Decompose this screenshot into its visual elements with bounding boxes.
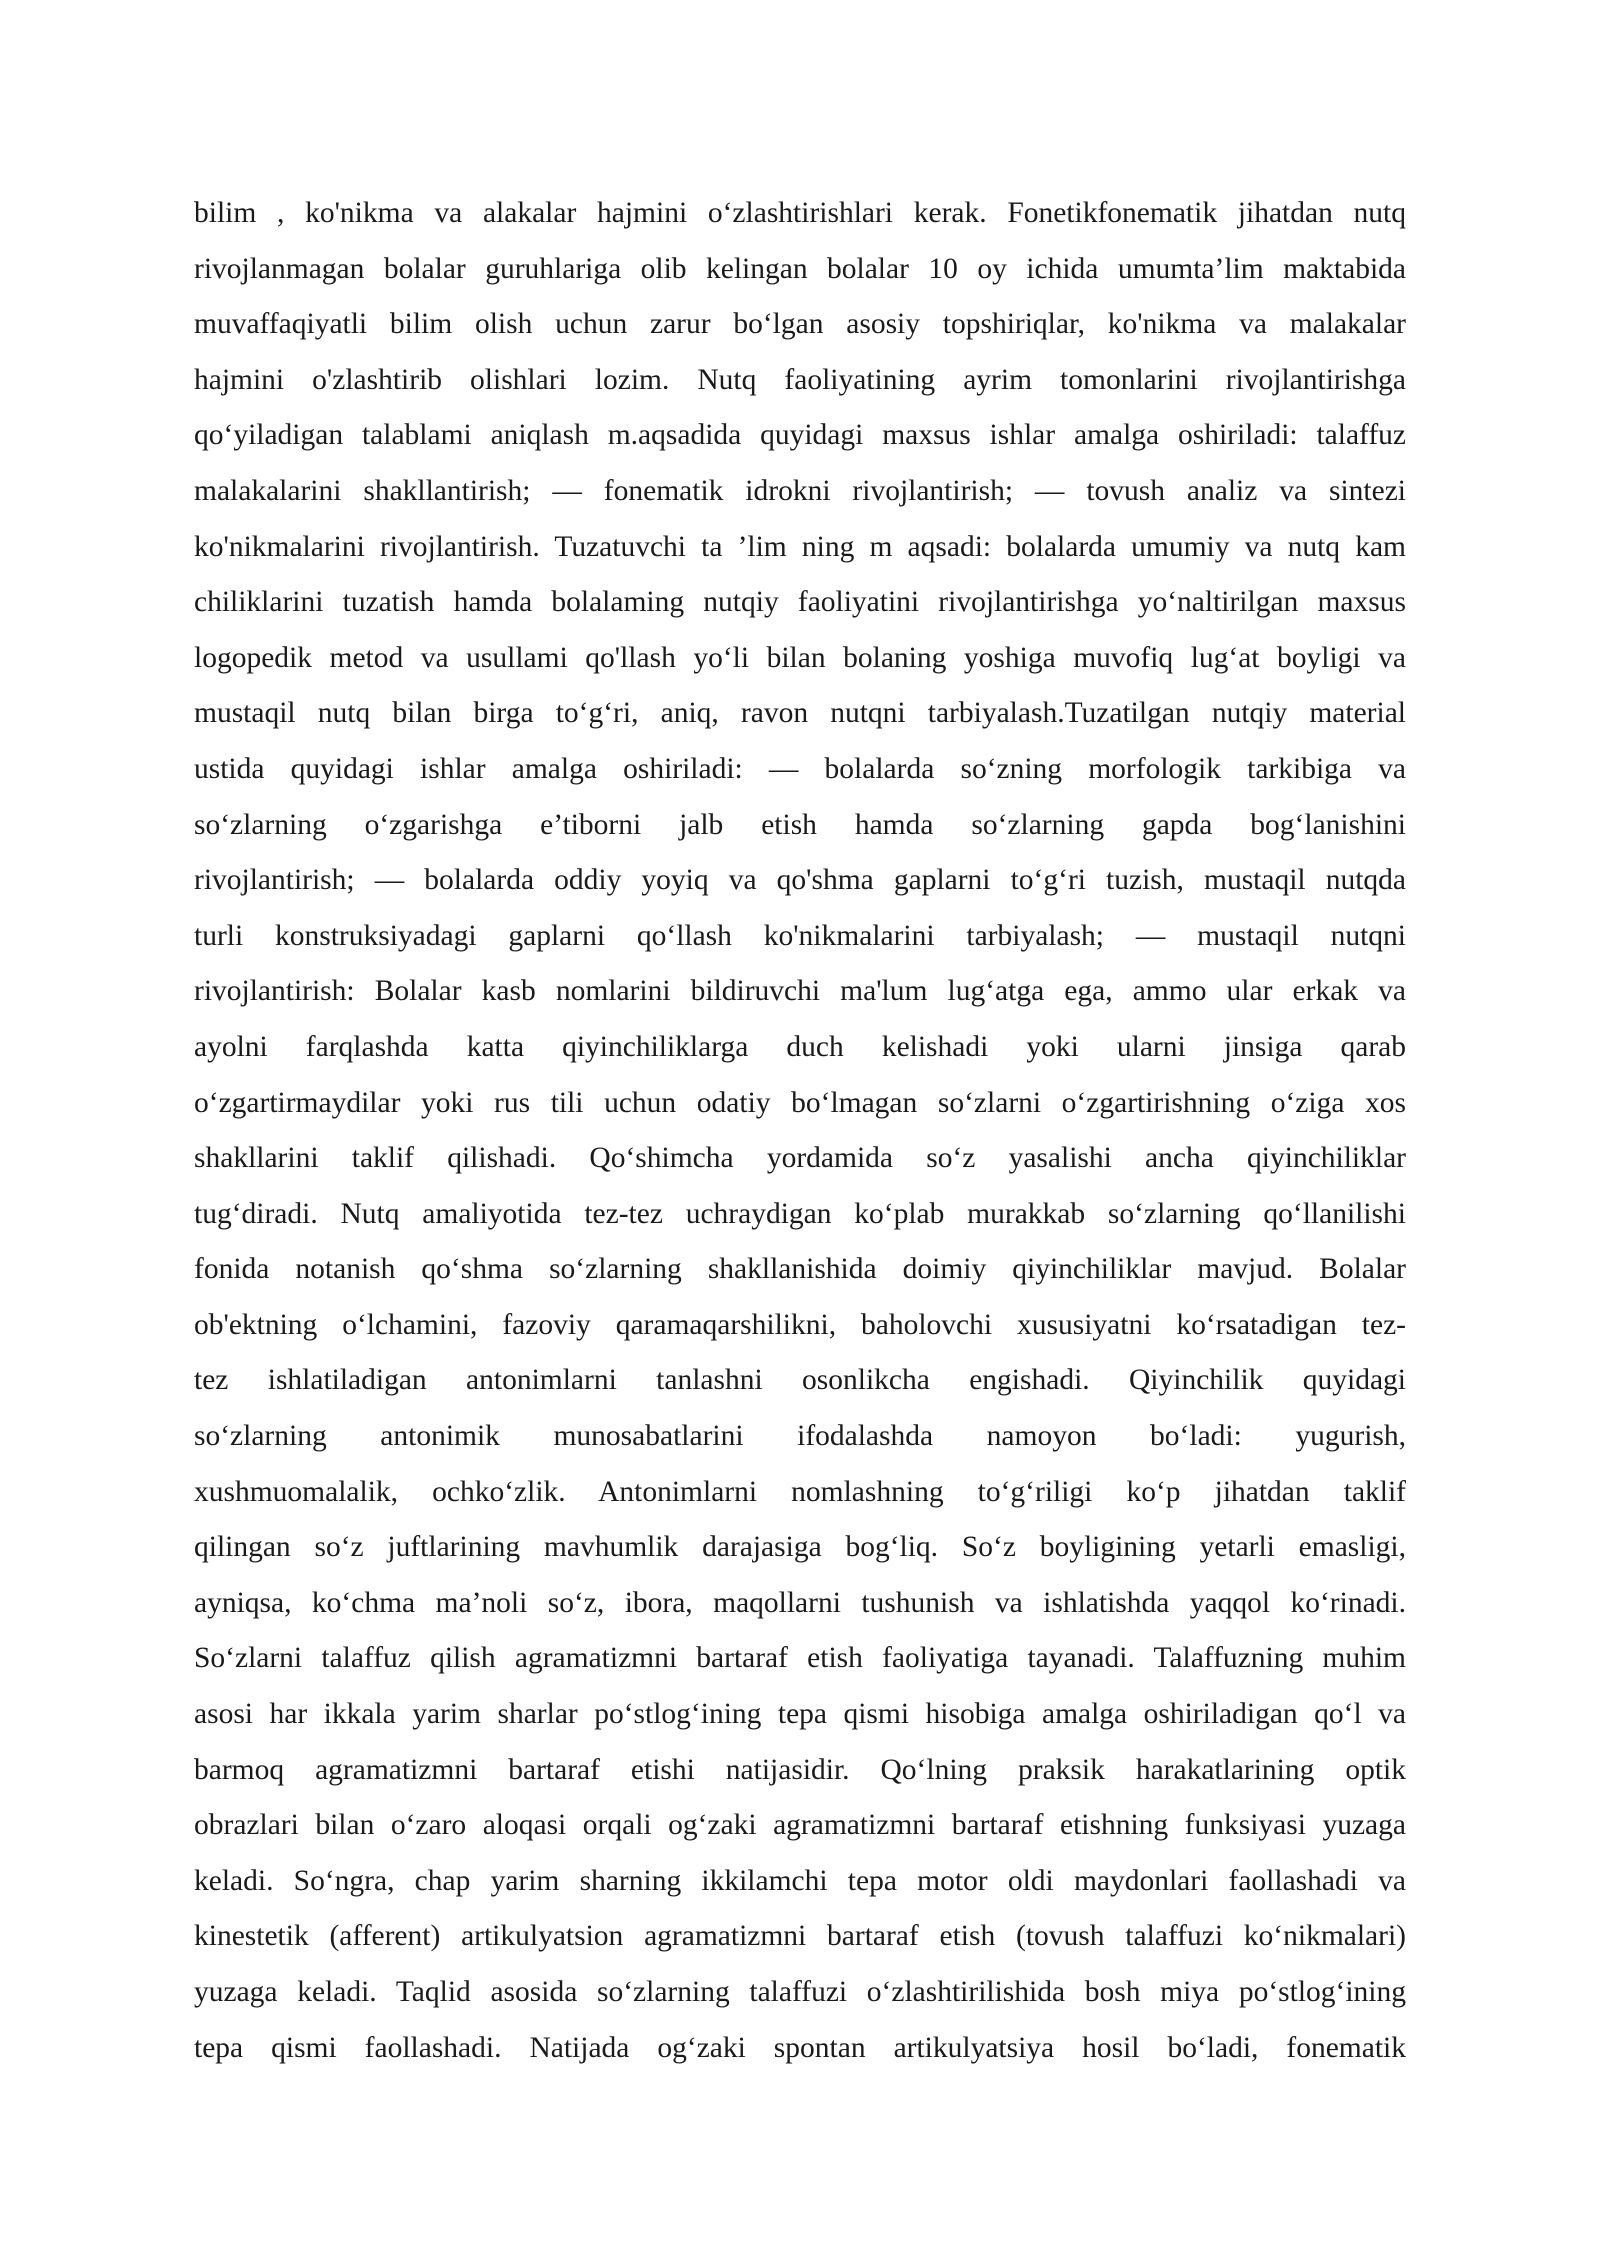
text-line: keladi. So‘ngra, chap yarim sharning ikkilamchi tepa motor oldi maydonlari faollashadi va — [194, 1864, 1406, 1897]
text-line: yuzaga keladi. Taqlid asosida so‘zlarning talaffuzi o‘zlashtirilishida bosh miya po‘stlog‘ining — [194, 1976, 1406, 2008]
text-line: ustida quyidagi ishlar amalga oshiriladi: — bolalarda so‘zning morfologik tarkibiga va — [194, 752, 1406, 785]
text-line: qilingan so‘z juftlarining mavhumlik darajasiga bog‘liq. So‘z boyligining yetarli emasligi, — [194, 1531, 1406, 1564]
text-line: ob'ektning o‘lchamini, fazoviy qaramaqarshilikni, baholovchi xususiyatni ko‘rsatadigan tez- — [194, 1308, 1406, 1341]
text-line: tepa qismi faollashadi. Natijada og‘zaki spontan artikulyatsiya hosil bo‘ladi, fonematik — [194, 2031, 1406, 2064]
text-line: ayolni farqlashda katta qiyinchiliklarga duch kelishadi yoki ularni jinsiga qarab — [194, 1030, 1406, 1063]
text-line: shakllarini taklif qilishadi. Qo‘shimcha yordamida so‘z yasalishi ancha qiyinchiliklar — [194, 1142, 1406, 1175]
text-line: ayniqsa, ko‘chma ma’noli so‘z, ibora, maqollarni tushunish va ishlatishda yaqqol ko‘rinadi. — [194, 1586, 1406, 1619]
text-line: o‘zgartirmaydilar yoki rus tili uchun odatiy bo‘lmagan so‘zlarni o‘zgartirishning o‘ziga xos — [194, 1086, 1406, 1119]
text-line: malakalarini shakllantirish; — fonematik idrokni rivojlantirish; — tovush analiz va sintezi — [194, 474, 1406, 507]
text-line: ko'nikmalarini rivojlantirish. Tuzatuvchi ta ’lim ning m aqsadi: bolalarda umumiy va nutq kam — [194, 530, 1406, 563]
text-line: so‘zlarning o‘zgarishga e’tiborni jalb etish hamda so‘zlarning gapda bog‘lanishini — [194, 808, 1406, 841]
text-line: qo‘yiladigan talablami aniqlash m.aqsadida quyidagi maxsus ishlar amalga oshiriladi: talaffuz — [194, 419, 1406, 452]
text-line: fonida notanish qo‘shma so‘zlarning shakllanishida doimiy qiyinchiliklar mavjud. Bolalar — [194, 1253, 1406, 1286]
text-line: rivojlantirish; — bolalarda oddiy yoyiq va qo'shma gaplarni to‘g‘ri tuzish, mustaqil nutqda — [194, 864, 1406, 897]
text-line: muvaffaqiyatli bilim olish uchun zarur bo‘lgan asosiy topshiriqlar, ko'nikma va malakalar — [194, 308, 1406, 341]
text-line: logopedik metod va usullami qo'llash yo‘li bilan bolaning yoshiga muvofiq lug‘at boyligi va — [194, 641, 1406, 674]
text-line: chiliklarini tuzatish hamda bolalaming nutqiy faoliyatini rivojlantirishga yo‘naltirilgan maxsus — [194, 586, 1406, 619]
text-line: bilim , ko'nikma va alakalar hajmini o‘zlashtirishlari kerak. Fonetikfonematik jihatdan nutq — [194, 197, 1406, 229]
text-line: turli konstruksiyadagi gaplarni qo‘llash ko'nikmalarini tarbiyalash; — mustaqil nutqni — [194, 919, 1406, 952]
text-line: hajmini o'zlashtirib olishlari lozim. Nutq faoliyatining ayrim tomonlarini rivojlantirishga — [194, 363, 1406, 396]
text-line: obrazlari bilan o‘zaro aloqasi orqali og‘zaki agramatizmni bartaraf etishning funksiyasi yuzaga — [194, 1809, 1406, 1842]
text-line: mustaqil nutq bilan birga to‘g‘ri, aniq, ravon nutqni tarbiyalash.Tuzatilgan nutqiy material — [194, 697, 1406, 730]
text-line: rivojlantirish: Bolalar kasb nomlarini bildiruvchi ma'lum lug‘atga ega, ammo ular erkak va — [194, 975, 1406, 1008]
text-line: tug‘diradi. Nutq amaliyotida tez-tez uchraydigan ko‘plab murakkab so‘zlarning qo‘llanilishi — [194, 1197, 1406, 1230]
text-line: So‘zlarni talaffuz qilish agramatizmni bartaraf etish faoliyatiga tayanadi. Talaffuzning muhim — [194, 1642, 1406, 1675]
text-line: xushmuomalalik, ochko‘zlik. Antonimlarni nomlashning to‘g‘riligi ko‘p jihatdan taklif — [194, 1475, 1406, 1508]
text-line: so‘zlarning antonimik munosabatlarini ifodalashda namoyon bo‘ladi: yugurish, — [194, 1420, 1406, 1453]
text-line: barmoq agramatizmni bartaraf etishi natijasidir. Qo‘lning praksik harakatlarining optik — [194, 1753, 1406, 1786]
text-line: rivojlanmagan bolalar guruhlariga olib kelingan bolalar 10 oy ichida umumta’lim maktabida — [194, 252, 1406, 285]
body-text — [194, 186, 1406, 2076]
text-line: asosi har ikkala yarim sharlar po‘stlog‘ining tepa qismi hisobiga amalga oshiriladigan qo‘l va — [194, 1698, 1406, 1731]
text-line: kinestetik (afferent) artikulyatsion agramatizmni bartaraf etish (tovush talaffuzi ko‘nikmalari) — [194, 1920, 1406, 1953]
text-line: tez ishlatiladigan antonimlarni tanlashni osonlikcha engishadi. Qiyinchilik quyidagi — [194, 1364, 1406, 1397]
